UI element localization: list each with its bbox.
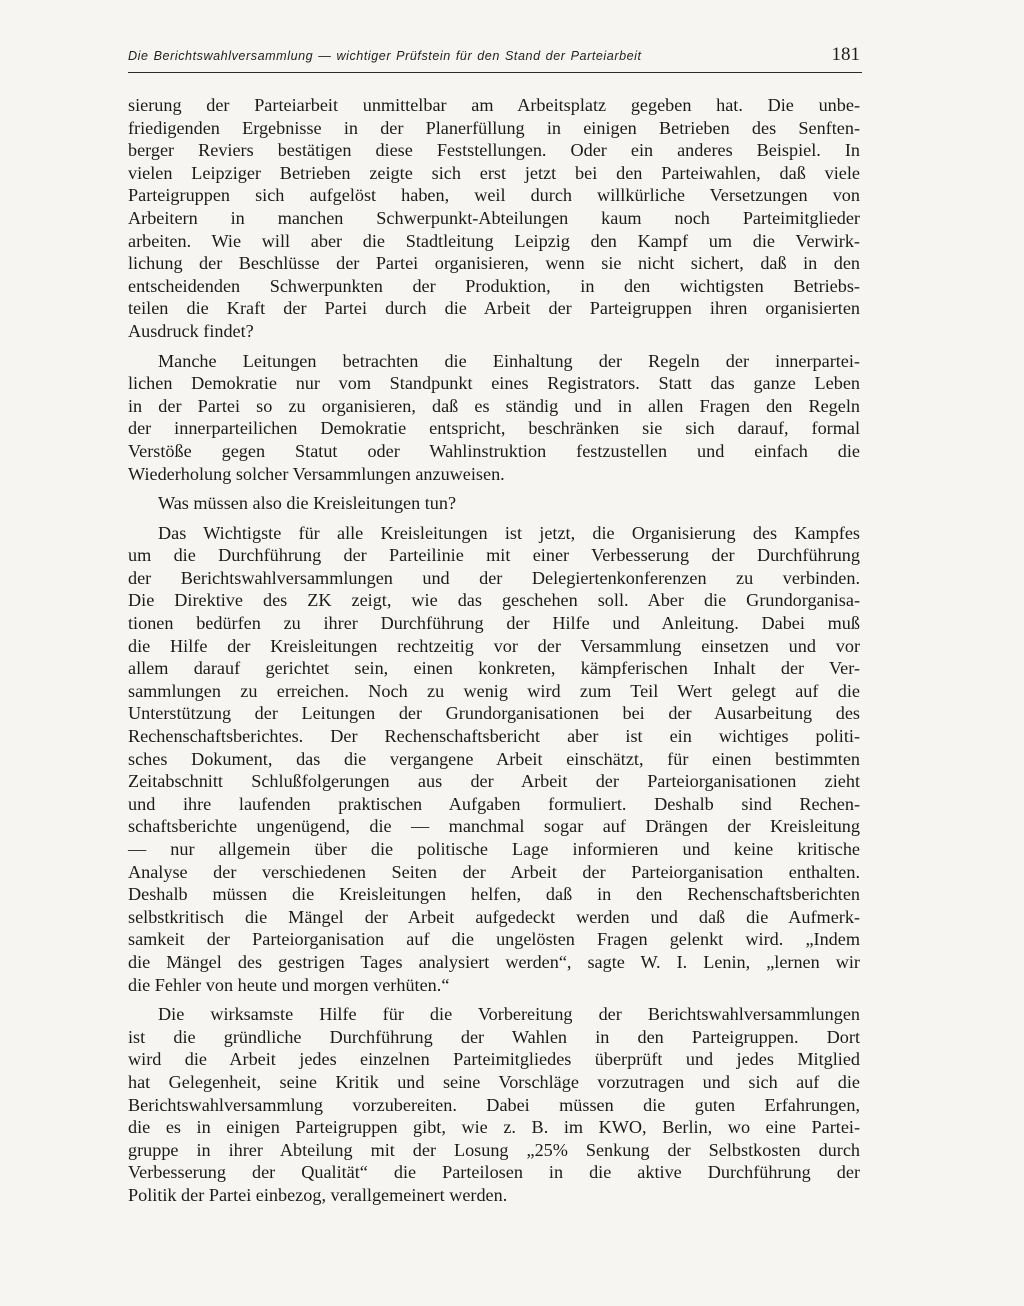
text-line: — nur allgemein über die politische Lage informieren und keine kritische xyxy=(128,839,860,859)
text-line: allem darauf gerichtet sein, einen konkreten, kämpferischen Inhalt der Ver- xyxy=(128,658,860,679)
text-line: Parteigruppen sich aufgelöst haben, weil durch willkürliche Versetzungen von xyxy=(128,185,860,206)
page-number: 181 xyxy=(831,44,860,65)
text-line: Wiederholung solcher Versammlungen anzuweisen. xyxy=(128,463,505,484)
text-line: Die wirksamste Hilfe für die Vorbereitung der Berichtswahlversammlungen xyxy=(158,1004,860,1025)
running-title: Die Berichtswahlversammlung — wichtiger Prüfstein für den Stand der Parteiarbeit xyxy=(128,49,642,63)
text-line: tionen bedürfen zu ihrer Durchführung der Hilfe und Anleitung. Dabei muß xyxy=(128,613,860,634)
text-line: vielen Leipziger Betrieben zeigte sich erst jetzt bei den Parteiwahlen, daß viele xyxy=(128,162,860,183)
text-line: Ausdruck findet? xyxy=(128,320,254,341)
text-line: samkeit der Parteiorganisation auf die ungelösten Fragen gelenkt wird. „Indem xyxy=(128,929,860,950)
text-line: gruppe in ihrer Abteilung mit der Losung „25% Senkung der Selbstkosten durch xyxy=(128,1139,860,1160)
text-line: die Fehler von heute und morgen verhüten.“ xyxy=(128,974,450,995)
text-line: lichung der Beschlüsse der Partei organisieren, wenn sie nicht sichert, daß in den xyxy=(128,253,860,274)
text-line: Deshalb müssen die Kreisleitungen helfen, daß in den Rechenschaftsberichten xyxy=(128,884,860,905)
text-line: ist die gründliche Durchführung der Wahlen in den Parteigruppen. Dort xyxy=(128,1026,860,1047)
paragraph-1 xyxy=(128,94,860,343)
text-line: Was müssen also die Kreisleitungen tun? xyxy=(158,493,457,514)
running-header xyxy=(128,44,862,73)
text-line: der Berichtswahlversammlungen und der Delegiertenkonferenzen zu verbinden. xyxy=(128,567,860,588)
text-line: Arbeitern in manchen Schwerpunkt-Abteilungen kaum noch Parteimitglieder xyxy=(128,207,860,228)
text-line: teilen die Kraft der Partei durch die Arbeit der Parteigruppen ihren organisierten xyxy=(128,298,860,319)
text-line: Verbesserung der Qualität“ die Parteilosen in die aktive Durchführung der xyxy=(128,1162,860,1183)
text-line: Politik der Partei einbezog, verallgemeinert werden. xyxy=(128,1184,508,1205)
text-line: selbstkritisch die Mängel der Arbeit aufgedeckt werden und daß die Aufmerk- xyxy=(128,906,860,927)
text-line: lichen Demokratie nur vom Standpunkt eines Registrators. Statt das ganze Leben xyxy=(128,373,860,394)
text-line: Manche Leitungen betrachten die Einhaltung der Regeln der innerpartei- xyxy=(158,350,860,371)
text-line: um die Durchführung der Parteilinie mit einer Verbesserung der Durchführung xyxy=(128,545,860,566)
text-line: berger Reviers bestätigen diese Feststellungen. Oder ein anderes Beispiel. In xyxy=(128,140,860,161)
text-line: und ihre laufenden praktischen Aufgaben formuliert. Deshalb sind Rechen- xyxy=(128,793,860,814)
text-line: sierung der Parteiarbeit unmittelbar am Arbeitsplatz gegeben hat. Die unbe- xyxy=(128,95,860,115)
text-line: arbeiten. Wie will aber die Stadtleitung Leipzig den Kampf um die Verwirk- xyxy=(128,230,860,251)
text-line: Das Wichtigste für alle Kreisleitungen ist jetzt, die Organisierung des Kampfes xyxy=(158,522,860,543)
paragraph-2 xyxy=(128,350,860,486)
text-line: Die Direktive des ZK zeigt, wie das geschehen soll. Aber die Grundorganisa- xyxy=(128,590,860,611)
text-line: in der Partei so zu organisieren, daß es ständig und in allen Fragen den Regeln xyxy=(128,395,860,416)
paragraph-5 xyxy=(128,1003,860,1206)
text-line: die Mängel des gestrigen Tages analysiert werden“, sagte W. I. Lenin, „lernen wir xyxy=(128,951,860,972)
text-line: Rechenschaftsberichtes. Der Rechenschaftsbericht aber ist ein wichtiges politi- xyxy=(128,726,860,747)
text-line: entscheidenden Schwerpunkten der Produktion, in den wichtigsten Betriebs- xyxy=(128,275,860,296)
text-line: sches Dokument, das die vergangene Arbeit einschätzt, für einen bestimmten xyxy=(128,748,860,769)
text-line: Berichtswahlversammlung vorzubereiten. Dabei müssen die guten Erfahrungen, xyxy=(128,1094,860,1115)
text-line: Unterstützung der Leitungen der Grundorganisationen bei der Ausarbeitung des xyxy=(128,703,860,724)
text-line: sammlungen zu erreichen. Noch zu wenig wird zum Teil Wert gelegt auf die xyxy=(128,680,860,701)
text-line: die Hilfe der Kreisleitungen rechtzeitig vor der Versammlung einsetzen und vor xyxy=(128,635,860,656)
body-text xyxy=(128,94,860,1214)
text-line: schaftsberichte ungenügend, die — manchmal sogar auf Drängen der Kreisleitung xyxy=(128,816,860,837)
text-line: Analyse der verschiedenen Seiten der Arbeit der Parteiorganisation enthalten. xyxy=(128,861,860,882)
text-line: der innerparteilichen Demokratie entspricht, beschränken sie sich darauf, formal xyxy=(128,418,860,439)
text-line: die es in einigen Parteigruppen gibt, wie z. B. im KWO, Berlin, wo eine Partei- xyxy=(128,1117,860,1138)
paragraph-4 xyxy=(128,522,860,996)
paragraph-3 xyxy=(128,492,860,515)
text-line: Zeitabschnitt Schlußfolgerungen aus der Arbeit der Parteiorganisationen zieht xyxy=(128,771,860,792)
text-line: hat Gelegenheit, seine Kritik und seine Vorschläge vorzutragen und sich auf die xyxy=(128,1071,860,1092)
text-line: wird die Arbeit jedes einzelnen Parteimitgliedes überprüft und jedes Mitglied xyxy=(128,1049,860,1070)
text-line: Verstöße gegen Statut oder Wahlinstruktion festzustellen und einfach die xyxy=(128,440,860,461)
text-line: friedigenden Ergebnisse in der Planerfüllung in einigen Betrieben des Senften- xyxy=(128,117,860,138)
